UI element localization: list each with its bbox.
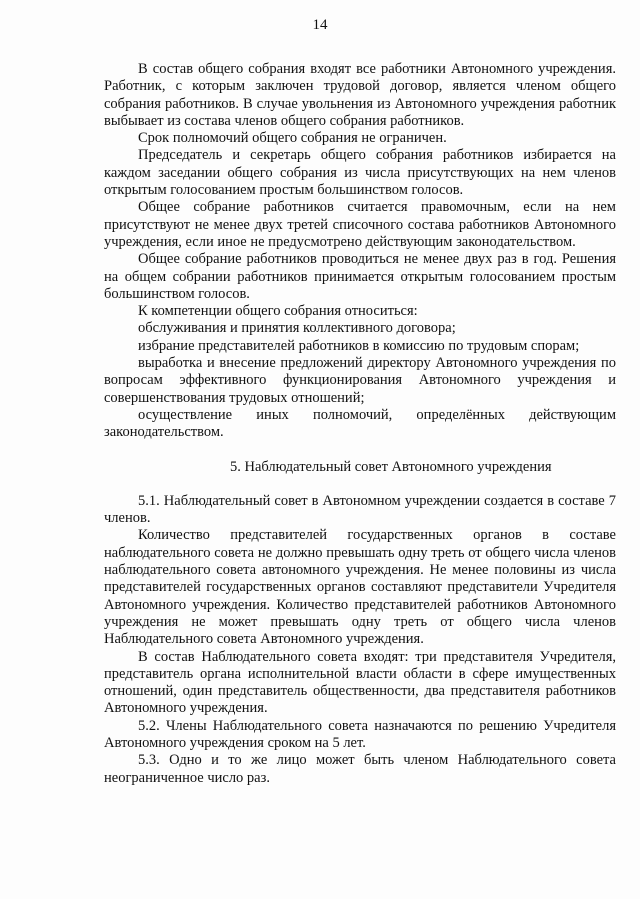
paragraph-general-meeting-composition: В состав общего собрания входят все работники Автономного учреждения. Работник, с которым заключен трудовой договор, является членом общего собрания работников. В случае увольнения из Автономного учреждения работник выбывает из состава членов общего собрания работников. [104, 61, 616, 129]
paragraph-state-representatives: Количество представителей государственных органов в составе наблюдательного совета не должно превышать одну треть от общего числа членов наблюдательного совета автономного учреждения. Не менее половины из числа представителей государственных органов составляют представители Учредителя Автономного учреждения. Количество представителей работников Автономного учреждения не может превышать одну треть от общего числа членов Наблюдательного совета Автономного учреждения. [104, 527, 616, 648]
list-item-collective-agreement: обслуживания и принятия коллективного договора; [138, 320, 456, 337]
paragraph-competence-intro: К компетенции общего собрания относиться: [138, 303, 418, 320]
page-number: 14 [312, 17, 328, 33]
paragraph-meeting-frequency: Общее собрание работников проводиться не менее двух раз в год. Решения на общем собрании работников принимается открытым голосованием простым большинством голосов. [104, 251, 616, 302]
paragraph-term-of-office: Срок полномочий общего собрания не ограничен. [138, 130, 447, 147]
list-item-proposals: выработка и внесение предложений директору Автономного учреждения по вопросам эффективного функционирования Автономного учреждения и совершенствования трудовых отношений; [104, 355, 616, 406]
list-item-labor-disputes: избрание представителей работников в комиссию по трудовым спорам; [138, 337, 580, 354]
paragraph-5-2: 5.2. Члены Наблюдательного совета назначаются по решению Учредителя Автономного учреждения сроком на 5 лет. [104, 717, 616, 751]
paragraph-board-composition: В состав Наблюдательного совета входят: три представителя Учредителя, представитель органа исполнительной власти области в сфере имущественных отношений, один представитель общественности, два представителя работников Автономного учреждения. [104, 648, 616, 717]
paragraph-chair-secretary: Председатель и секретарь общего собрания работников избирается на каждом заседании общего собрания из числа присутствующих на нем членов открытым голосованием простым большинством голосов. [104, 147, 616, 199]
paragraph-5-1: 5.1. Наблюдательный совет в Автономном учреждении создается в составе 7 членов. [104, 492, 616, 527]
paragraph-quorum: Общее собрание работников считается правомочным, если на нем присутствуют не менее двух третей списочного состава работников Автономного учреждения, если иное не предусмотрено действующим законодательством. [104, 199, 616, 250]
document-body [104, 61, 616, 787]
list-item-other-powers: осуществление иных полномочий, определённых действующим законодательством. [104, 406, 616, 441]
section-heading: 5. Наблюдательный совет Автономного учреждения [230, 458, 552, 475]
paragraph-5-3: 5.3. Одно и то же лицо может быть членом Наблюдательного совета неограниченное число раз. [104, 752, 616, 786]
